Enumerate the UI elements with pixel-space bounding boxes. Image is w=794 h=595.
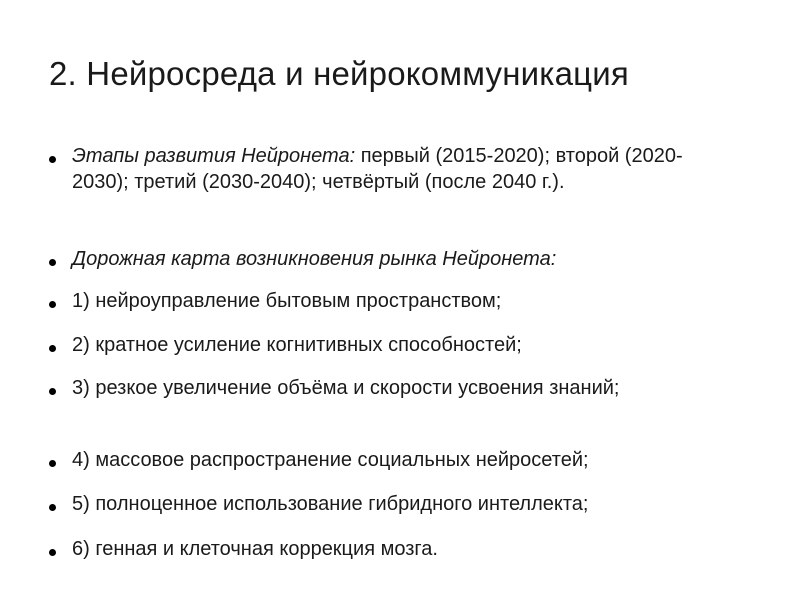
bullet-dot-icon — [49, 504, 56, 511]
slide-title: 2. Нейросреда и нейрокоммуникация — [49, 55, 629, 92]
bullet-plain: 2) кратное усиление когнитивных способностей; — [72, 334, 522, 356]
bullet-text — [72, 536, 762, 562]
bullet-dot-icon — [49, 301, 56, 308]
bullet-italic: Дорожная карта возникновения рынка Нейронета: — [72, 248, 557, 270]
bullet-dot-icon — [49, 345, 56, 352]
bullet-italic: Этапы развития Нейронета: — [72, 145, 356, 167]
bullet-dot-icon — [49, 388, 56, 395]
bullet-text — [72, 143, 722, 195]
bullet-plain: 5) полноценное использование гибридного интеллекта; — [72, 493, 589, 515]
bullet-plain: первый (2015-2020); второй (2020-2030); третий (2030-2040); четвёртый (после 2040 г.). — [72, 145, 683, 193]
bullet-text — [72, 246, 762, 272]
bullet-text — [72, 375, 712, 401]
bullet-dot-icon — [49, 259, 56, 266]
bullet-text — [72, 447, 762, 473]
bullet-dot-icon — [49, 156, 56, 163]
bullet-plain: 6) генная и клеточная коррекция мозга. — [72, 538, 438, 560]
bullet-text — [72, 332, 762, 358]
bullet-plain: 4) массовое распространение социальных нейросетей; — [72, 449, 589, 471]
bullet-text — [72, 288, 762, 314]
bullet-text — [72, 491, 762, 517]
bullet-dot-icon — [49, 549, 56, 556]
bullet-plain: 1) нейроуправление бытовым пространством; — [72, 290, 502, 312]
bullet-plain: 3) резкое увеличение объёма и скорости усвоения знаний; — [72, 377, 620, 399]
bullet-dot-icon — [49, 460, 56, 467]
